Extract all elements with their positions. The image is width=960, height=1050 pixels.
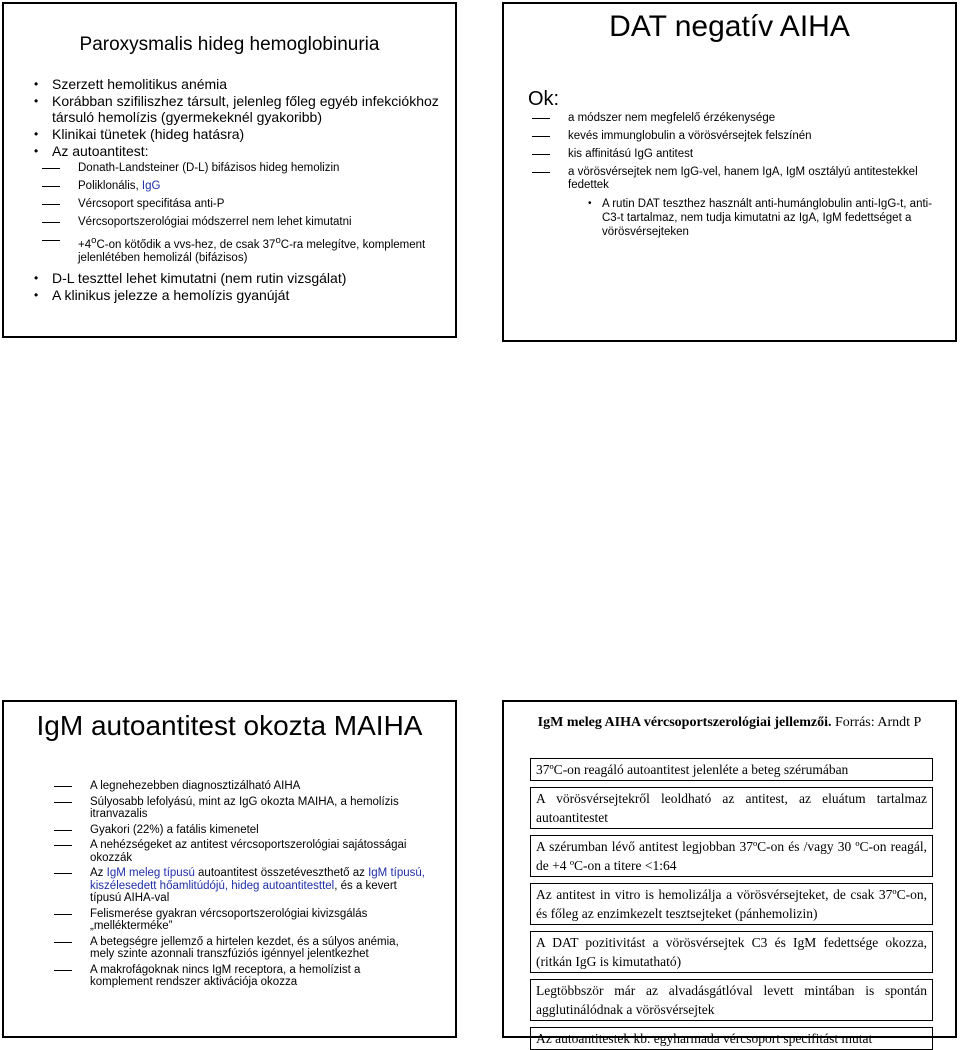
dash-text: +4 [78, 238, 92, 251]
bullet-item: • Szerzett hemolitikus anémia [34, 76, 445, 92]
dash-text: Az [90, 867, 107, 879]
bullet-item: • Klinikai tünetek (hideg hatásra) [34, 126, 445, 142]
slide-dat-negative-aiha [502, 2, 957, 342]
dash-list [54, 780, 425, 992]
dash-item: kis affinitású IgG antitest [532, 148, 941, 161]
feature-row: 37ºC-on reagáló autoantitest jelenléte a beteg szérumában [530, 758, 933, 781]
feature-row: A vörösvérsejtekről leoldható az antitest, az eluátum tartalmaz autoantitestet [530, 787, 933, 829]
slide-title: DAT negatív AIHA [609, 10, 850, 43]
dash-item: Súlyosabb lefolyású, mint az IgG okozta MAIHA, a hemolízis itranvazalis [54, 796, 425, 821]
dash-item: Felismerése gyakran vércsoportszerológiai kivizsgálás „mellékterméke” [54, 908, 425, 933]
feature-row: Az antitest in vitro is hemolizálja a vörösvérsejteket, de csak 37ºC-on, és főleg az enzimkezelt tesztsejteket (pánhemolizin) [530, 883, 933, 925]
highlight-text: IgM meleg típusú [106, 867, 195, 879]
slide-paroxysmal-cold-hemoglobinuria [2, 2, 457, 338]
sub-bullet-item: • A rutin DAT teszthez használt anti-humánglobulin anti-IgG-t, anti-C3-t tartalmaz, nem tudja kimutatni az IgA, IgM fedettséget a vörösvérsejteken [588, 197, 941, 239]
dash-item: a módszer nem megfelelő érzékenysége [532, 112, 941, 125]
dash-item: A makrofágoknak nincs IgM receptora, a hemolízist a komplement rendszer aktivációja okozza [54, 964, 425, 989]
dash-item: A nehézségeket az antitest vércsoportszerológiai sajátosságai okozzák [54, 839, 425, 864]
slide-title: IgM autoantitest okozta MAIHA [36, 710, 423, 741]
dash-item: A betegségre jellemző a hirtelen kezdet, és a súlyos anémia, mely szinte azonnali transzfúziós igénnyel jelentkezhet [54, 936, 425, 961]
highlight-text: IgM típusú, kiszélesedett hőamlitúdójú, hideg autoantitesttel [90, 867, 425, 892]
title-source: Forrás: Arndt P [831, 715, 922, 730]
dash-item [42, 234, 445, 265]
degree-sup: o [275, 235, 281, 246]
slide-igm-autoantibody-maiha [2, 700, 457, 1038]
dash-text: , és a kevert típusú AIHA-val [90, 879, 397, 904]
feature-row: Az autoantitestek kb. egyharmada vércsoport specifitást mutat [530, 1027, 933, 1050]
dash-item [42, 180, 445, 193]
dash-item: Donath-Landsteiner (D-L) bifázisos hideg hemolizin [42, 162, 445, 175]
feature-row: A szérumban lévő antitest legjobban 37ºC-on és /vagy 30 ºC-on reagál, de +4 ºC-on a titere <1:64 [530, 835, 933, 877]
title-bold: IgM meleg AIHA vércsoportszerológiai jellemzői. [537, 715, 832, 730]
bullet-item: • D-L teszttel lehet kimutatni (nem rutin vizsgálat) [34, 270, 445, 286]
slide-title [534, 714, 925, 731]
slide-igm-warm-aiha-features [502, 700, 957, 1046]
dash-text: C-ra melegítve, komplement jelenlétében hemolizál (bifázisos) [78, 238, 426, 264]
dash-item: a vörösvérsejtek nem IgG-vel, hanem IgA, IgM osztályú antitestekkel fedettek [532, 166, 941, 192]
slide-title: Paroxysmalis hideg hemoglobinuria [79, 34, 380, 55]
dash-item: Gyakori (22%) a fatális kimenetel [54, 824, 425, 837]
cause-list [532, 112, 941, 239]
dash-item: Vércsoportszerológiai módszerrel nem lehet kimutatni [42, 216, 445, 229]
highlight-text: IgG [141, 180, 161, 192]
features-table [530, 758, 933, 1050]
bullet-item: • Korábban szifiliszhez társult, jelenleg főleg egyéb infekciókhoz társuló hemolízis (gyermekeknél gyakoribb) [34, 93, 445, 125]
dash-item [54, 867, 425, 905]
feature-row: A DAT pozitivitást a vörösvérsejtek C3 és IgM fedettsége okozza, (ritkán IgG is kimutatható) [530, 931, 933, 973]
dash-text: autoantitest összetéveszthető az [194, 867, 369, 879]
bullet-list [34, 76, 445, 304]
dash-text: Poliklonális, [78, 180, 142, 192]
dash-item: kevés immunglobulin a vörösvérsejtek felszínén [532, 130, 941, 143]
dash-item: Vércsoport specifitása anti-P [42, 198, 445, 211]
degree-sup: o [91, 235, 97, 246]
feature-row: Legtöbbször már az alvadásgátlóval levett mintában is spontán agglutinálódnak a vörösvérsejtek [530, 979, 933, 1021]
bullet-item: • A klinikus jelezze a hemolízis gyanúját [34, 287, 445, 303]
bullet-item: • Az autoantitest: [34, 143, 445, 159]
causes-label: Ok: [528, 88, 560, 110]
dash-text: C-on kötődik a vvs-hez, de csak 37 [96, 238, 276, 251]
dash-item: A legnehezebben diagnosztizálható AIHA [54, 780, 425, 793]
